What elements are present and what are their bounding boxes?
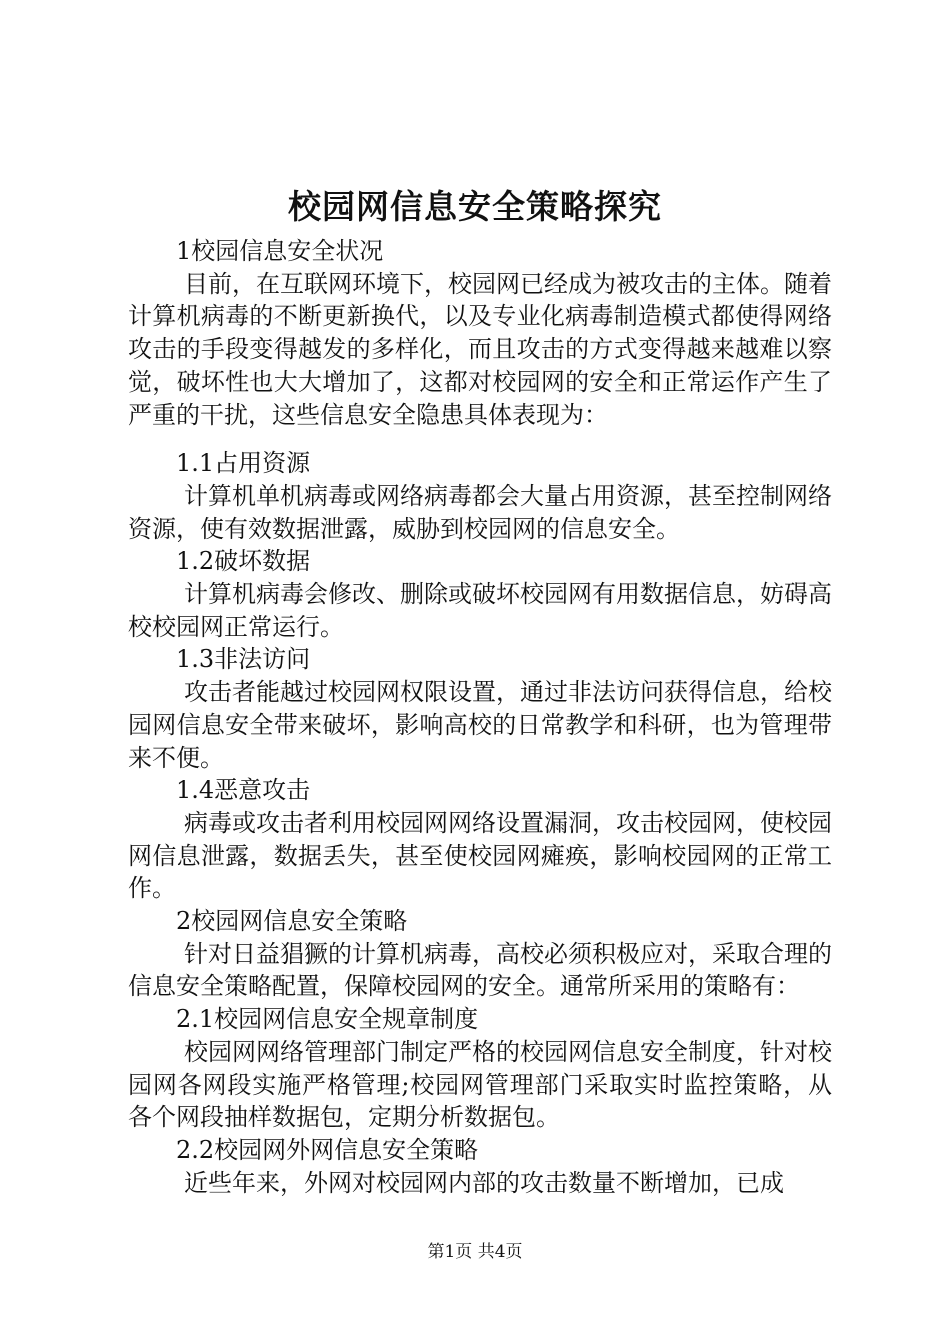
section-heading: 2校园网信息安全策略 — [176, 907, 408, 936]
body-paragraph: 攻击者能越过校园网权限设置，通过非法访问获得信息，给校园网信息安全带来破坏，影响高校的日常教学和科研，也为管理带来不便。 — [128, 678, 832, 772]
body-paragraph: 病毒或攻击者利用校园网网络设置漏洞，攻击校园网，使校园网信息泄露，数据丢失，甚至使校园网瘫痪，影响校园网的正常工作。 — [128, 808, 832, 903]
page-number-footer: 第1页 共4页 — [427, 1242, 523, 1262]
section-heading: 1.2破坏数据 — [176, 547, 311, 576]
body-paragraph: 目前，在互联网环境下，校园网已经成为被攻击的主体。随着计算机病毒的不断更新换代，以及专业化病毒制造模式都使得网络攻击的手段变得越发的多样化，而且攻击的方式变得越来越难以察觉，破坏性也大大增加了，这都对校园网的安全和正常运作产生了严重的干扰，这些信息安全隐患具体表现为： — [128, 269, 832, 429]
document-body — [128, 235, 832, 1199]
section-heading: 1.3非法访问 — [176, 645, 311, 674]
section-heading: 1.4恶意攻击 — [176, 776, 311, 805]
body-paragraph: 近些年来，外网对校园网内部的攻击数量不断增加，已成 — [184, 1168, 784, 1197]
document-title: 校园网信息安全策略探究 — [288, 187, 662, 226]
section-heading: 1.1占用资源 — [176, 449, 311, 478]
section-heading: 1校园信息安全状况 — [176, 237, 384, 265]
body-paragraph: 计算机单机病毒或网络病毒都会大量占用资源，甚至控制网络资源，使有效数据泄露，威胁到校园网的信息安全。 — [128, 481, 832, 543]
section-heading: 2.2校园网外网信息安全策略 — [176, 1135, 479, 1164]
body-paragraph: 计算机病毒会修改、删除或破坏校园网有用数据信息，妨碍高校校园网正常运行。 — [128, 580, 832, 641]
body-paragraph: 针对日益猖獗的计算机病毒，高校必须积极应对，采取合理的信息安全策略配置，保障校园网的安全。通常所采用的策略有： — [128, 939, 832, 1001]
section-heading: 2.1校园网信息安全规章制度 — [176, 1005, 479, 1034]
body-paragraph: 校园网网络管理部门制定严格的校园网信息安全制度，针对校园网各网段实施严格管理;校园网管理部门采取实时监控策略，从各个网段抽样数据包，定期分析数据包。 — [128, 1037, 832, 1132]
